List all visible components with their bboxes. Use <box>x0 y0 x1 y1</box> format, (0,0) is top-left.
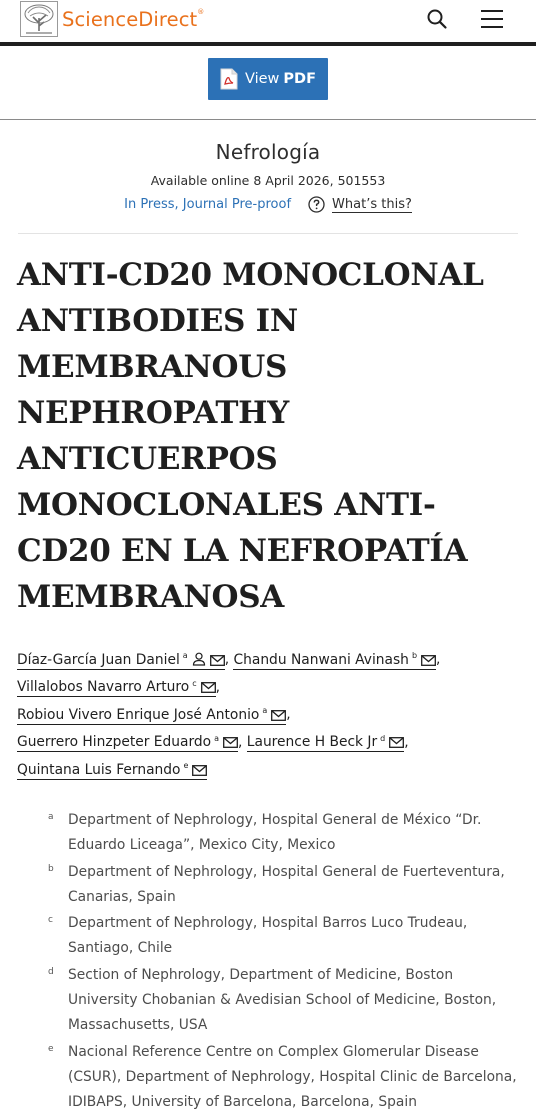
envelope-icon <box>192 765 207 776</box>
pdf-file-icon <box>220 68 238 90</box>
person-icon <box>192 652 206 666</box>
affiliation-list <box>48 808 522 1116</box>
affiliation-text: Section of Nephrology, Department of Medicine, Boston University Chobanian & Avedisian School of Medicine, Boston, Massachusetts, USA <box>68 966 497 1034</box>
author-name: Díaz-García Juan Daniel <box>17 651 180 668</box>
envelope-icon <box>210 655 225 666</box>
author-link[interactable] <box>247 734 404 752</box>
article-title-spanish: ANTICUERPOS MONOCLONALES ANTI-CD20 EN LA NEFROPATÍA MEMBRANOSA <box>17 441 468 615</box>
author-name: Chandu Nanwani Avinash <box>233 651 409 668</box>
journal-name[interactable]: Nefrología <box>215 140 321 164</box>
view-pdf-label: View PDF <box>245 71 316 87</box>
article-status <box>0 196 536 213</box>
author-affiliation-mark: d <box>380 733 386 743</box>
in-press-link[interactable]: In Press, Journal Pre-proof <box>124 197 292 212</box>
article-title-english: ANTI-CD20 MONOCLONAL ANTIBODIES IN MEMBRANOUS NEPHROPATHY <box>17 257 484 431</box>
author-affiliation-mark: b <box>411 651 418 660</box>
envelope-icon <box>389 737 404 748</box>
author-affiliation-mark: a <box>262 706 268 716</box>
brand-name: ScienceDirect® <box>62 7 205 31</box>
affiliation-item <box>48 808 522 859</box>
envelope-icon <box>421 655 436 666</box>
affiliation-text: Nacional Reference Centre on Complex Glomerular Disease (CSUR), Department of Nephrology, Hospital Clinic de Barcelona, IDIBAPS, University of Barcelona, Barcelona, Spain <box>68 1043 517 1111</box>
affiliation-label: e <box>48 1043 54 1054</box>
author-link[interactable] <box>17 734 238 752</box>
article-info <box>0 140 536 213</box>
author-affiliation-mark: a <box>182 651 188 660</box>
envelope-icon <box>271 710 286 721</box>
pdf-toolbar <box>0 46 536 120</box>
view-pdf-button[interactable] <box>208 58 328 100</box>
author-list: Díaz-García Juan Daniel $^a$ , Chandu Nanwani Avinash $^b$ , Villalobos Navarro Arturo $^c$ , Robiou Vivero Enrique José Antonio $^a$ , Guerrero Hinzpeter Eduardo $^a$ , Laurence H Beck Jr $^d$ , Quintana Luis Fernando $^e$ <box>17 651 441 778</box>
affiliation-item <box>48 860 522 911</box>
affiliation-item <box>48 1040 522 1116</box>
author-link[interactable] <box>233 652 436 670</box>
whats-this-link[interactable]: What’s this? <box>332 196 412 212</box>
affiliation-label: b <box>48 863 54 874</box>
affiliation-text: Department of Nephrology, Hospital Barros Luco Trudeau, Santiago, Chile <box>68 915 468 957</box>
affiliation-item <box>48 911 522 962</box>
affiliation-label: c <box>48 915 53 926</box>
author-name: Guerrero Hinzpeter Eduardo <box>17 734 212 751</box>
affiliation-label: a <box>48 811 54 822</box>
search-icon[interactable] <box>426 8 448 30</box>
author-affiliation-mark: e <box>183 761 189 771</box>
sciencedirect-logo[interactable] <box>20 1 204 37</box>
author-link[interactable] <box>17 679 216 697</box>
author-name: Quintana Luis Fernando <box>17 761 181 778</box>
hamburger-menu-icon[interactable] <box>480 8 504 30</box>
availability-date: Available online 8 April 2026, 501553 <box>150 173 386 188</box>
envelope-icon <box>201 682 216 693</box>
author-name: Laurence H Beck Jr <box>246 734 378 751</box>
top-bar <box>0 0 536 46</box>
elsevier-tree-icon <box>20 1 58 37</box>
author-link[interactable] <box>17 707 286 725</box>
envelope-icon <box>223 737 238 748</box>
question-circle-icon[interactable] <box>308 196 325 213</box>
affiliation-label: d <box>48 966 54 977</box>
author-link[interactable] <box>17 652 225 670</box>
affiliation-text: Department of Nephrology, Hospital General de Fuerteventura, Canarias, Spain <box>68 863 505 905</box>
author-name: Villalobos Navarro Arturo <box>17 679 190 696</box>
section-divider <box>18 233 518 234</box>
author-link[interactable] <box>17 762 207 780</box>
affiliation-item <box>48 963 522 1039</box>
affiliation-text: Department of Nephrology, Hospital General de México “Dr. Eduardo Liceaga”, Mexico City, Mexico <box>68 811 482 854</box>
author-affiliation-mark: a <box>214 733 220 743</box>
author-affiliation-mark: c <box>192 678 197 688</box>
author-name: Robiou Vivero Enrique José Antonio <box>17 706 260 723</box>
